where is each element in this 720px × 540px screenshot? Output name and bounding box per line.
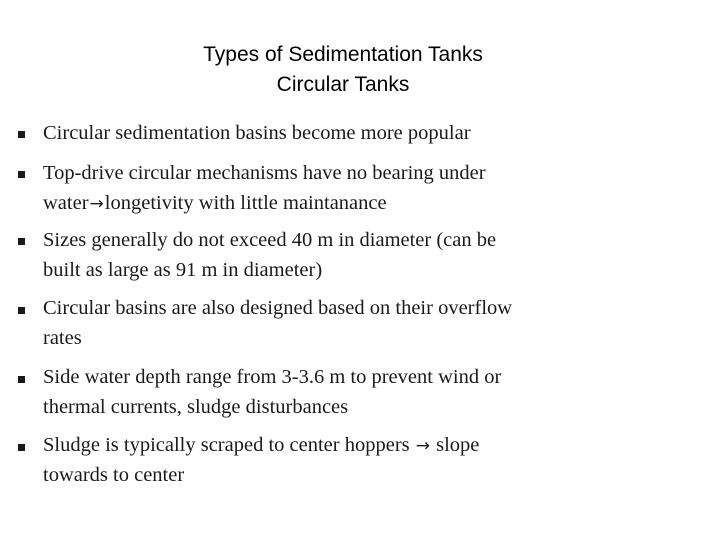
bullet-text-1 bbox=[43, 118, 653, 148]
square-bullet-icon bbox=[18, 238, 25, 245]
bullet-1-line-1: Circular sedimentation basins become more popular bbox=[43, 122, 471, 144]
bullet-3-line-2: built as large as 91 m in diameter) bbox=[43, 259, 323, 281]
bullet-text-3 bbox=[43, 225, 653, 285]
bullet-text-4 bbox=[43, 293, 653, 353]
bullet-5-line-2: thermal currents, sludge disturbances bbox=[43, 396, 349, 418]
bullet-6-line-1 bbox=[43, 430, 653, 460]
bullet-2-line-2 bbox=[43, 188, 653, 218]
bullet-2-text-after-arrow: longetivity with little maintanance bbox=[104, 192, 387, 214]
title-line-1: Types of Sedimentation Tanks bbox=[203, 43, 483, 66]
bullet-4-line-2: rates bbox=[43, 327, 82, 349]
square-bullet-icon bbox=[18, 131, 25, 138]
right-arrow-icon: → bbox=[415, 436, 430, 456]
bullet-3-line-1: Sizes generally do not exceed 40 m in diameter (can be bbox=[43, 229, 497, 251]
bullet-6-line-2: towards to center bbox=[43, 464, 185, 486]
bullet-text-2 bbox=[43, 158, 653, 218]
bullet-6-text-after-arrow: slope bbox=[436, 434, 480, 456]
square-bullet-icon bbox=[18, 444, 25, 451]
square-bullet-icon bbox=[18, 307, 25, 314]
bullet-2-text-before-arrow: water bbox=[43, 192, 89, 214]
bullet-text-5 bbox=[43, 362, 653, 422]
bullet-text-6 bbox=[43, 430, 653, 490]
bullet-6-text-before-arrow: Sludge is typically scraped to center hoppers bbox=[43, 434, 410, 456]
right-arrow-icon: → bbox=[89, 194, 104, 214]
subtitle-line: Circular Tanks bbox=[276, 73, 410, 96]
bullet-4-line-1: Circular basins are also designed based on their overflow bbox=[43, 297, 513, 319]
bullet-2-line-1: Top-drive circular mechanisms have no bearing under bbox=[43, 162, 486, 184]
bullet-5-line-1: Side water depth range from 3-3.6 m to prevent wind or bbox=[43, 366, 502, 388]
square-bullet-icon bbox=[18, 376, 25, 383]
square-bullet-icon bbox=[18, 171, 25, 178]
